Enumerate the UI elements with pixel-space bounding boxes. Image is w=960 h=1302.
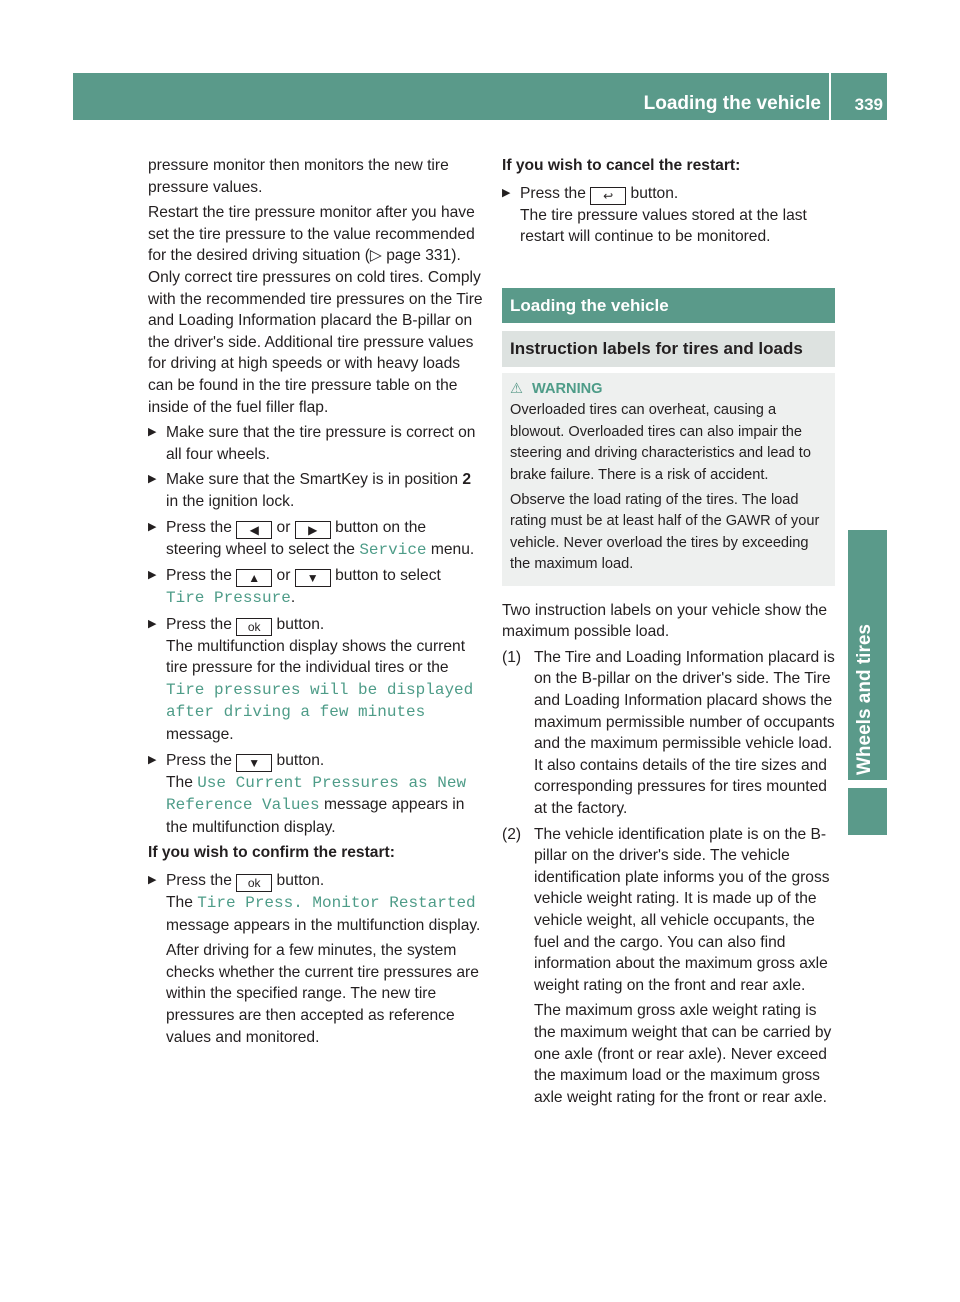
header-title: Loading the vehicle: [643, 93, 821, 114]
up-button-icon: ▲: [236, 569, 272, 587]
ok-button-icon: ok: [236, 874, 272, 892]
paragraph: After driving for a few minutes, the system checks whether the current tire pressures are within the specified range. The new tire pressures are then accepted as reference values and monitored.: [166, 942, 479, 1046]
step: ▶ Press the ↩ button. The tire pressure values stored at the last restart will continue to be monitored.: [502, 184, 807, 246]
step: ▶ Make sure that the tire pressure is correct on all four wheels.: [148, 424, 476, 463]
subheading: If you wish to cancel the restart:: [502, 157, 741, 174]
left-button-icon: ◀: [236, 521, 272, 539]
arrow-right-icon: ▶: [148, 753, 157, 766]
paragraph: Restart the tire pressure monitor after you have set the tire pressure to the value recommended for the desired driving situation (▷ page 331). Only correct tire pressures on cold tires. Comply with the recommended tire pressures on the Tire and Loading Information placard the B-pillar on the driver's side. Additional tire pressure values for driving at high speeds or with heavy loads can be found in the tire pressure table on the inside of the fuel filler flap.: [148, 204, 483, 416]
list-number: (1): [502, 648, 522, 666]
display-text: Tire Press. Monitor Restarted: [197, 894, 476, 913]
step: ▶ Press the ▲ or ▼ button to select Tire Pressure.: [148, 567, 441, 608]
warning-text: Overloaded tires can overheat, causing a blowout. Overloaded tires can also impair the steering and driving characteristics and lead to brake failure. There is a risk of accident.: [510, 402, 811, 483]
step: ▶ Make sure that the SmartKey is in position 2 in the ignition lock.: [148, 471, 472, 510]
step: ▶ Press the ▼ button. The Use Current Pressures as New Reference Values message appears in the multifunction display.: [148, 751, 467, 836]
paragraph: Two instruction labels on your vehicle show the maximum possible load.: [502, 601, 828, 641]
display-text: Use Current Pressures as New Reference Values: [166, 773, 467, 815]
left-column: [148, 155, 483, 1052]
warning-title: WARNING: [532, 380, 603, 397]
arrow-right-icon: ▶: [148, 520, 157, 533]
subheading: If you wish to confirm the restart:: [148, 844, 395, 862]
list-item: (1) The Tire and Loading Information placard is on the B-pillar on the driver's side. The Tire and Loading Information placard shows the maximum permissible number of occupants and the maximum permissible vehicle load. It also contains details of the tire sizes and corresponding pressures for tires mounted at the factory.: [502, 648, 835, 817]
right-button-icon: ▶: [295, 521, 331, 539]
down-button-icon: ▼: [295, 569, 331, 587]
page-header: [73, 73, 887, 120]
right-column: [502, 155, 835, 1112]
list-item: (2) The vehicle identification plate is on the B-pillar on the driver's side. The vehicle identification plate informs you of the gross vehicle weight rating. It is made up of the vehicle weight, all vehicle occupants, the fuel and the cargo. You can also find information about the maximum gross axle weight rating on the front and rear axle. The maximum gross axle weight rating is the maximum weight that can be carried by one axle (front or rear axle). Never exceed the maximum load or the maximum gross axle weight rating for the front or rear axle.: [502, 824, 835, 1109]
paragraph: The maximum gross axle weight rating is the maximum weight that can be carried by one axle (front or rear axle). Never exceed the maximum load or the maximum gross axle weight rating for the front or rear axle.: [534, 1002, 832, 1106]
side-tab-label: Wheels and tires: [854, 624, 875, 775]
down-button-icon: ▼: [236, 754, 272, 772]
arrow-right-icon: ▶: [502, 186, 511, 199]
list-number: (2): [502, 825, 522, 843]
warning-text: Observe the load rating of the tires. The load rating must be at least half of the GAWR of your vehicle. Never overload the tires by exceeding the maximum load.: [510, 492, 820, 573]
display-text: Tire pressures will be displayed after driving a few minutes: [166, 680, 474, 722]
arrow-right-icon: ▶: [148, 617, 157, 630]
warning-box: [502, 373, 835, 586]
paragraph: pressure monitor then monitors the new tire pressure values.: [148, 157, 449, 196]
step: ▶ Press the ◀ or ▶ button on the steering wheel to select the Service menu.: [148, 518, 475, 559]
back-button-icon: ↩: [590, 187, 626, 205]
arrow-right-icon: ▶: [148, 473, 157, 486]
page-number: 339: [854, 95, 883, 114]
side-tab: [848, 530, 887, 780]
header-divider: [829, 73, 831, 120]
side-marker: [848, 788, 887, 835]
section-heading: Loading the vehicle: [502, 288, 835, 324]
subsection-heading: Instruction labels for tires and loads: [502, 331, 835, 367]
display-text: Service: [359, 540, 427, 559]
arrow-right-icon: ▶: [148, 874, 157, 887]
arrow-right-icon: ▶: [148, 426, 157, 439]
step: ▶ Press the ok button. The multifunction display shows the current tire pressure for the individual tires or the Tire pressures will be displayed after driving a few minutes message.: [148, 615, 474, 744]
warning-triangle-icon: ⚠: [510, 380, 524, 397]
display-text: Tire Pressure: [166, 589, 291, 608]
arrow-right-icon: ▶: [148, 569, 157, 582]
ok-button-icon: ok: [236, 618, 272, 636]
step: ▶ Press the ok button. The Tire Press. Monitor Restarted message appears in the multifunction display. After driving for a few minutes, the system checks whether the current tire pressures are within the specified range. The new tire pressures are then accepted as reference values and monitored.: [148, 870, 483, 1048]
